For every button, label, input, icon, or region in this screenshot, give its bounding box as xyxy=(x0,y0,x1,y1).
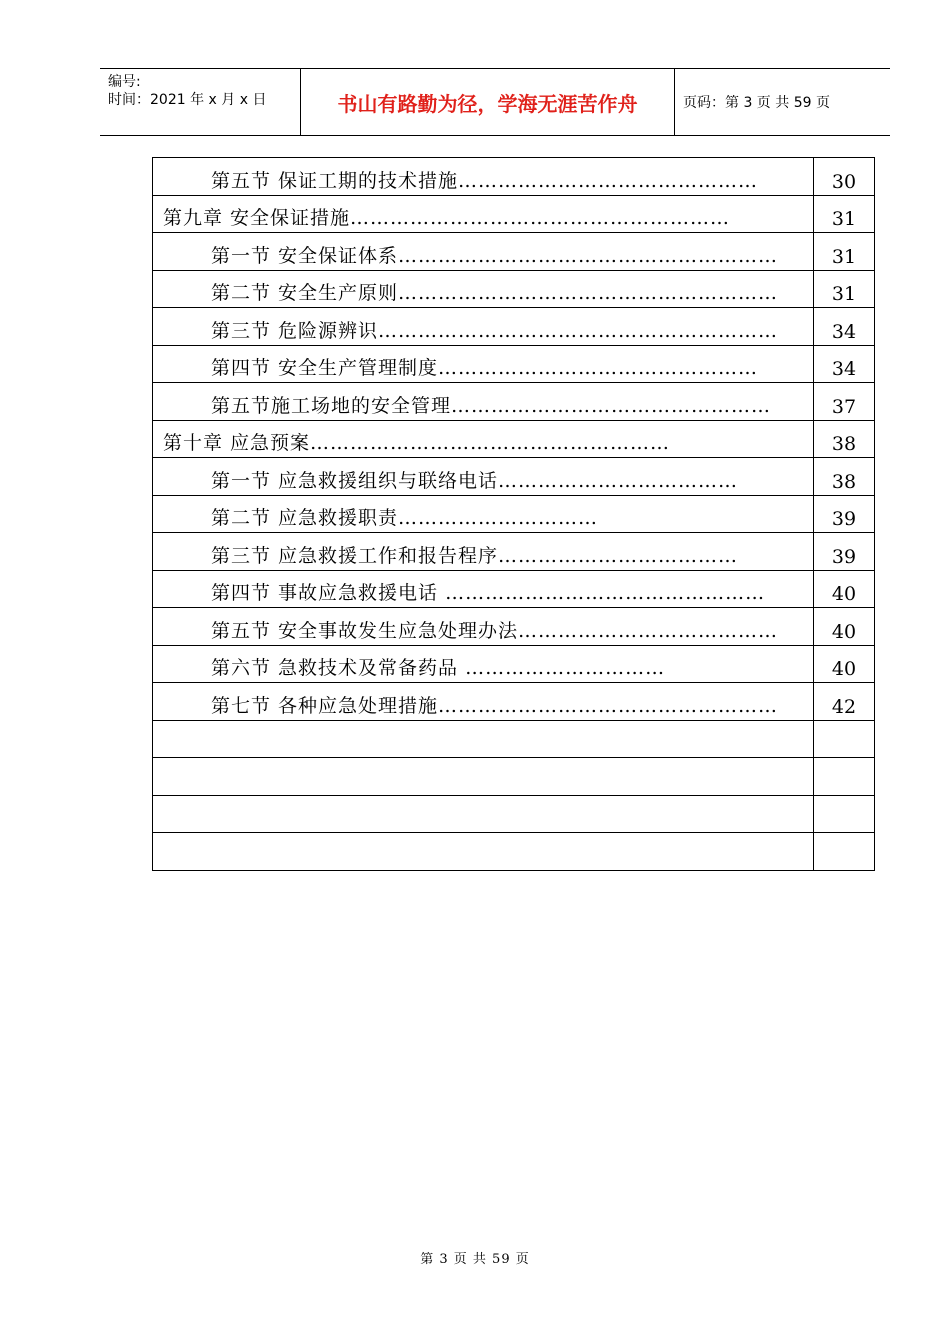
toc-row xyxy=(153,758,875,796)
toc-row xyxy=(153,345,875,383)
toc-entry-page xyxy=(814,795,875,833)
toc-entry-page: 38 xyxy=(814,458,875,496)
toc-row xyxy=(153,608,875,646)
toc-entry-title: 第三节 应急救援工作和报告程序……………………………… xyxy=(153,533,814,571)
toc-entry-page: 40 xyxy=(814,570,875,608)
page-header xyxy=(100,68,890,136)
toc-entry-title: 第五节 安全事故发生应急处理办法………………………………… xyxy=(153,608,814,646)
toc-entry-page: 37 xyxy=(814,383,875,421)
toc-entry-title: 第九章 安全保证措施………………………………………………… xyxy=(153,195,814,233)
toc-entry-page: 31 xyxy=(814,195,875,233)
toc-row xyxy=(153,495,875,533)
toc-entry-title xyxy=(153,833,814,871)
toc-entry-page: 42 xyxy=(814,683,875,721)
toc-row xyxy=(153,720,875,758)
toc-entry-page: 40 xyxy=(814,608,875,646)
toc-entry-title: 第十章 应急预案……………………………………………… xyxy=(153,420,814,458)
page-footer: 第 3 页 共 59 页 xyxy=(420,1252,530,1267)
toc-row xyxy=(153,420,875,458)
toc-entry-page xyxy=(814,720,875,758)
toc-entry-page: 40 xyxy=(814,645,875,683)
toc-entry-title: 第五节施工场地的安全管理………………………………………… xyxy=(153,383,814,421)
toc-entry-page: 30 xyxy=(814,158,875,196)
toc-entry-page: 31 xyxy=(814,233,875,271)
toc-row xyxy=(153,158,875,196)
toc-entry-title: 第六节 急救技术及常备药品 ………………………… xyxy=(153,645,814,683)
toc-entry-page: 31 xyxy=(814,270,875,308)
header-page-info: 页码：第 3 页 共 59 页 xyxy=(683,95,830,111)
toc-entry-page xyxy=(814,833,875,871)
document-time-label: 时间：2021 年 x 月 x 日 xyxy=(108,92,267,108)
toc-row xyxy=(153,233,875,271)
toc-row xyxy=(153,383,875,421)
toc-row xyxy=(153,795,875,833)
toc-entry-title: 第二节 应急救援职责………………………… xyxy=(153,495,814,533)
toc-entry-title: 第七节 各种应急处理措施…………………………………………… xyxy=(153,683,814,721)
toc-row xyxy=(153,833,875,871)
document-number-label: 编号: xyxy=(108,74,141,90)
toc-entry-page: 34 xyxy=(814,345,875,383)
toc-row xyxy=(153,645,875,683)
toc-entry-page: 39 xyxy=(814,495,875,533)
toc-entry-page: 34 xyxy=(814,308,875,346)
toc-row xyxy=(153,533,875,571)
toc-row xyxy=(153,458,875,496)
toc-entry-title: 第四节 事故应急救援电话 ………………………………………… xyxy=(153,570,814,608)
toc-entry-title xyxy=(153,758,814,796)
toc-row xyxy=(153,270,875,308)
toc-entry-page xyxy=(814,758,875,796)
toc-row xyxy=(153,570,875,608)
toc-entry-title: 第五节 保证工期的技术措施……………………………………… xyxy=(153,158,814,196)
toc-entry-title: 第一节 安全保证体系………………………………………………… xyxy=(153,233,814,271)
toc-entry-title: 第一节 应急救援组织与联络电话……………………………… xyxy=(153,458,814,496)
toc-entry-title xyxy=(153,720,814,758)
toc-entry-title: 第三节 危险源辨识…………………………………………………… xyxy=(153,308,814,346)
toc-entry-title xyxy=(153,795,814,833)
toc-entry-title: 第四节 安全生产管理制度………………………………………… xyxy=(153,345,814,383)
table-of-contents xyxy=(152,157,875,871)
toc-entry-page: 39 xyxy=(814,533,875,571)
toc-entry-title: 第二节 安全生产原则………………………………………………… xyxy=(153,270,814,308)
toc-row xyxy=(153,195,875,233)
header-motto: 书山有路勤为径，学海无涯苦作舟 xyxy=(301,69,675,135)
header-meta xyxy=(100,69,301,135)
toc-row xyxy=(153,683,875,721)
toc-row xyxy=(153,308,875,346)
toc-entry-page: 38 xyxy=(814,420,875,458)
